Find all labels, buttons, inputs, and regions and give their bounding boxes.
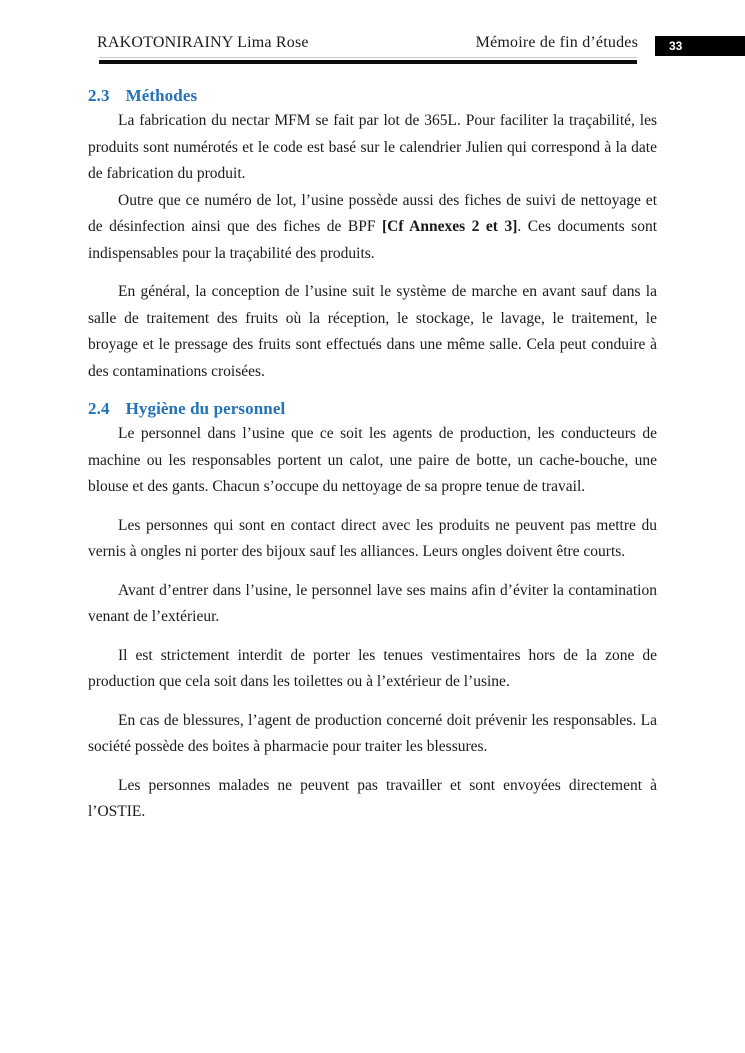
section-number: 2.3 (88, 86, 110, 105)
page-number: 33 (669, 39, 683, 53)
paragraph: En général, la conception de l’usine suit le système de marche en avant sauf dans la salle de traitement des fruits où la réception, le stockage, le lavage, le traitement, le broyage et le pressage des fruits sont effectués dans une même salle. Cela peut conduire à des contaminations croisées. (88, 283, 657, 380)
paragraph: Les personnes malades ne peuvent pas travailler et sont envoyées directement à l’OSTIE. (88, 776, 657, 820)
paragraph-text: . Ces documents sont indispensables pour la traçabilité des produits. (88, 218, 657, 262)
page-number-box (655, 36, 745, 56)
paragraph (88, 188, 657, 268)
paragraph-text: Outre que ce numéro de lot, l’usine possède aussi des fiches de suivi de nettoyage et de désinfection ainsi que des fiches de BPF (88, 191, 657, 235)
header-doc-title: Mémoire de fin d’études (475, 34, 638, 51)
document-body (88, 86, 657, 826)
section-heading-methodes (88, 86, 657, 106)
paragraph: Le personnel dans l’usine que ce soit les agents de production, les conducteurs de machine ou les responsables portent un calot, une paire de botte, un cache-bouche, une blouse et des gants. Chacun s’occupe du nettoyage de sa propre tenue de travail. (88, 425, 657, 495)
page-header (97, 34, 638, 52)
header-rule-thin (99, 57, 637, 58)
paragraph: En cas de blessures, l’agent de production concerné doit prévenir les responsables. La société possède des boites à pharmacie pour traiter les blessures. (88, 711, 657, 755)
paragraph: Les personnes qui sont en contact direct avec les produits ne peuvent pas mettre du vernis à ongles ni porter des bijoux sauf les alliances. Leurs ongles doivent être courts. (88, 516, 657, 560)
section-number: 2.4 (88, 399, 110, 418)
paragraph-bold-reference: [Cf Annexes 2 et 3] (381, 218, 518, 235)
paragraph: Il est strictement interdit de porter les tenues vestimentaires hors de la zone de production que cela soit dans les toilettes ou à l’extérieur de l’usine. (88, 646, 657, 690)
section-heading-hygiene (88, 399, 657, 419)
paragraph: La fabrication du nectar MFM se fait par lot de 365L. Pour faciliter la traçabilité, les produits sont numérotés et le code est basé sur le calendrier Julien qui correspond à la date de fabrication du produit. (88, 112, 657, 182)
section-title: Hygiène du personnel (125, 399, 286, 418)
header-rule (99, 60, 637, 64)
section-title: Méthodes (125, 86, 198, 105)
paragraph: Avant d’entrer dans l’usine, le personnel lave ses mains afin d’éviter la contamination venant de l’extérieur. (88, 581, 657, 625)
header-author: RAKOTONIRAINY Lima Rose (97, 34, 309, 51)
